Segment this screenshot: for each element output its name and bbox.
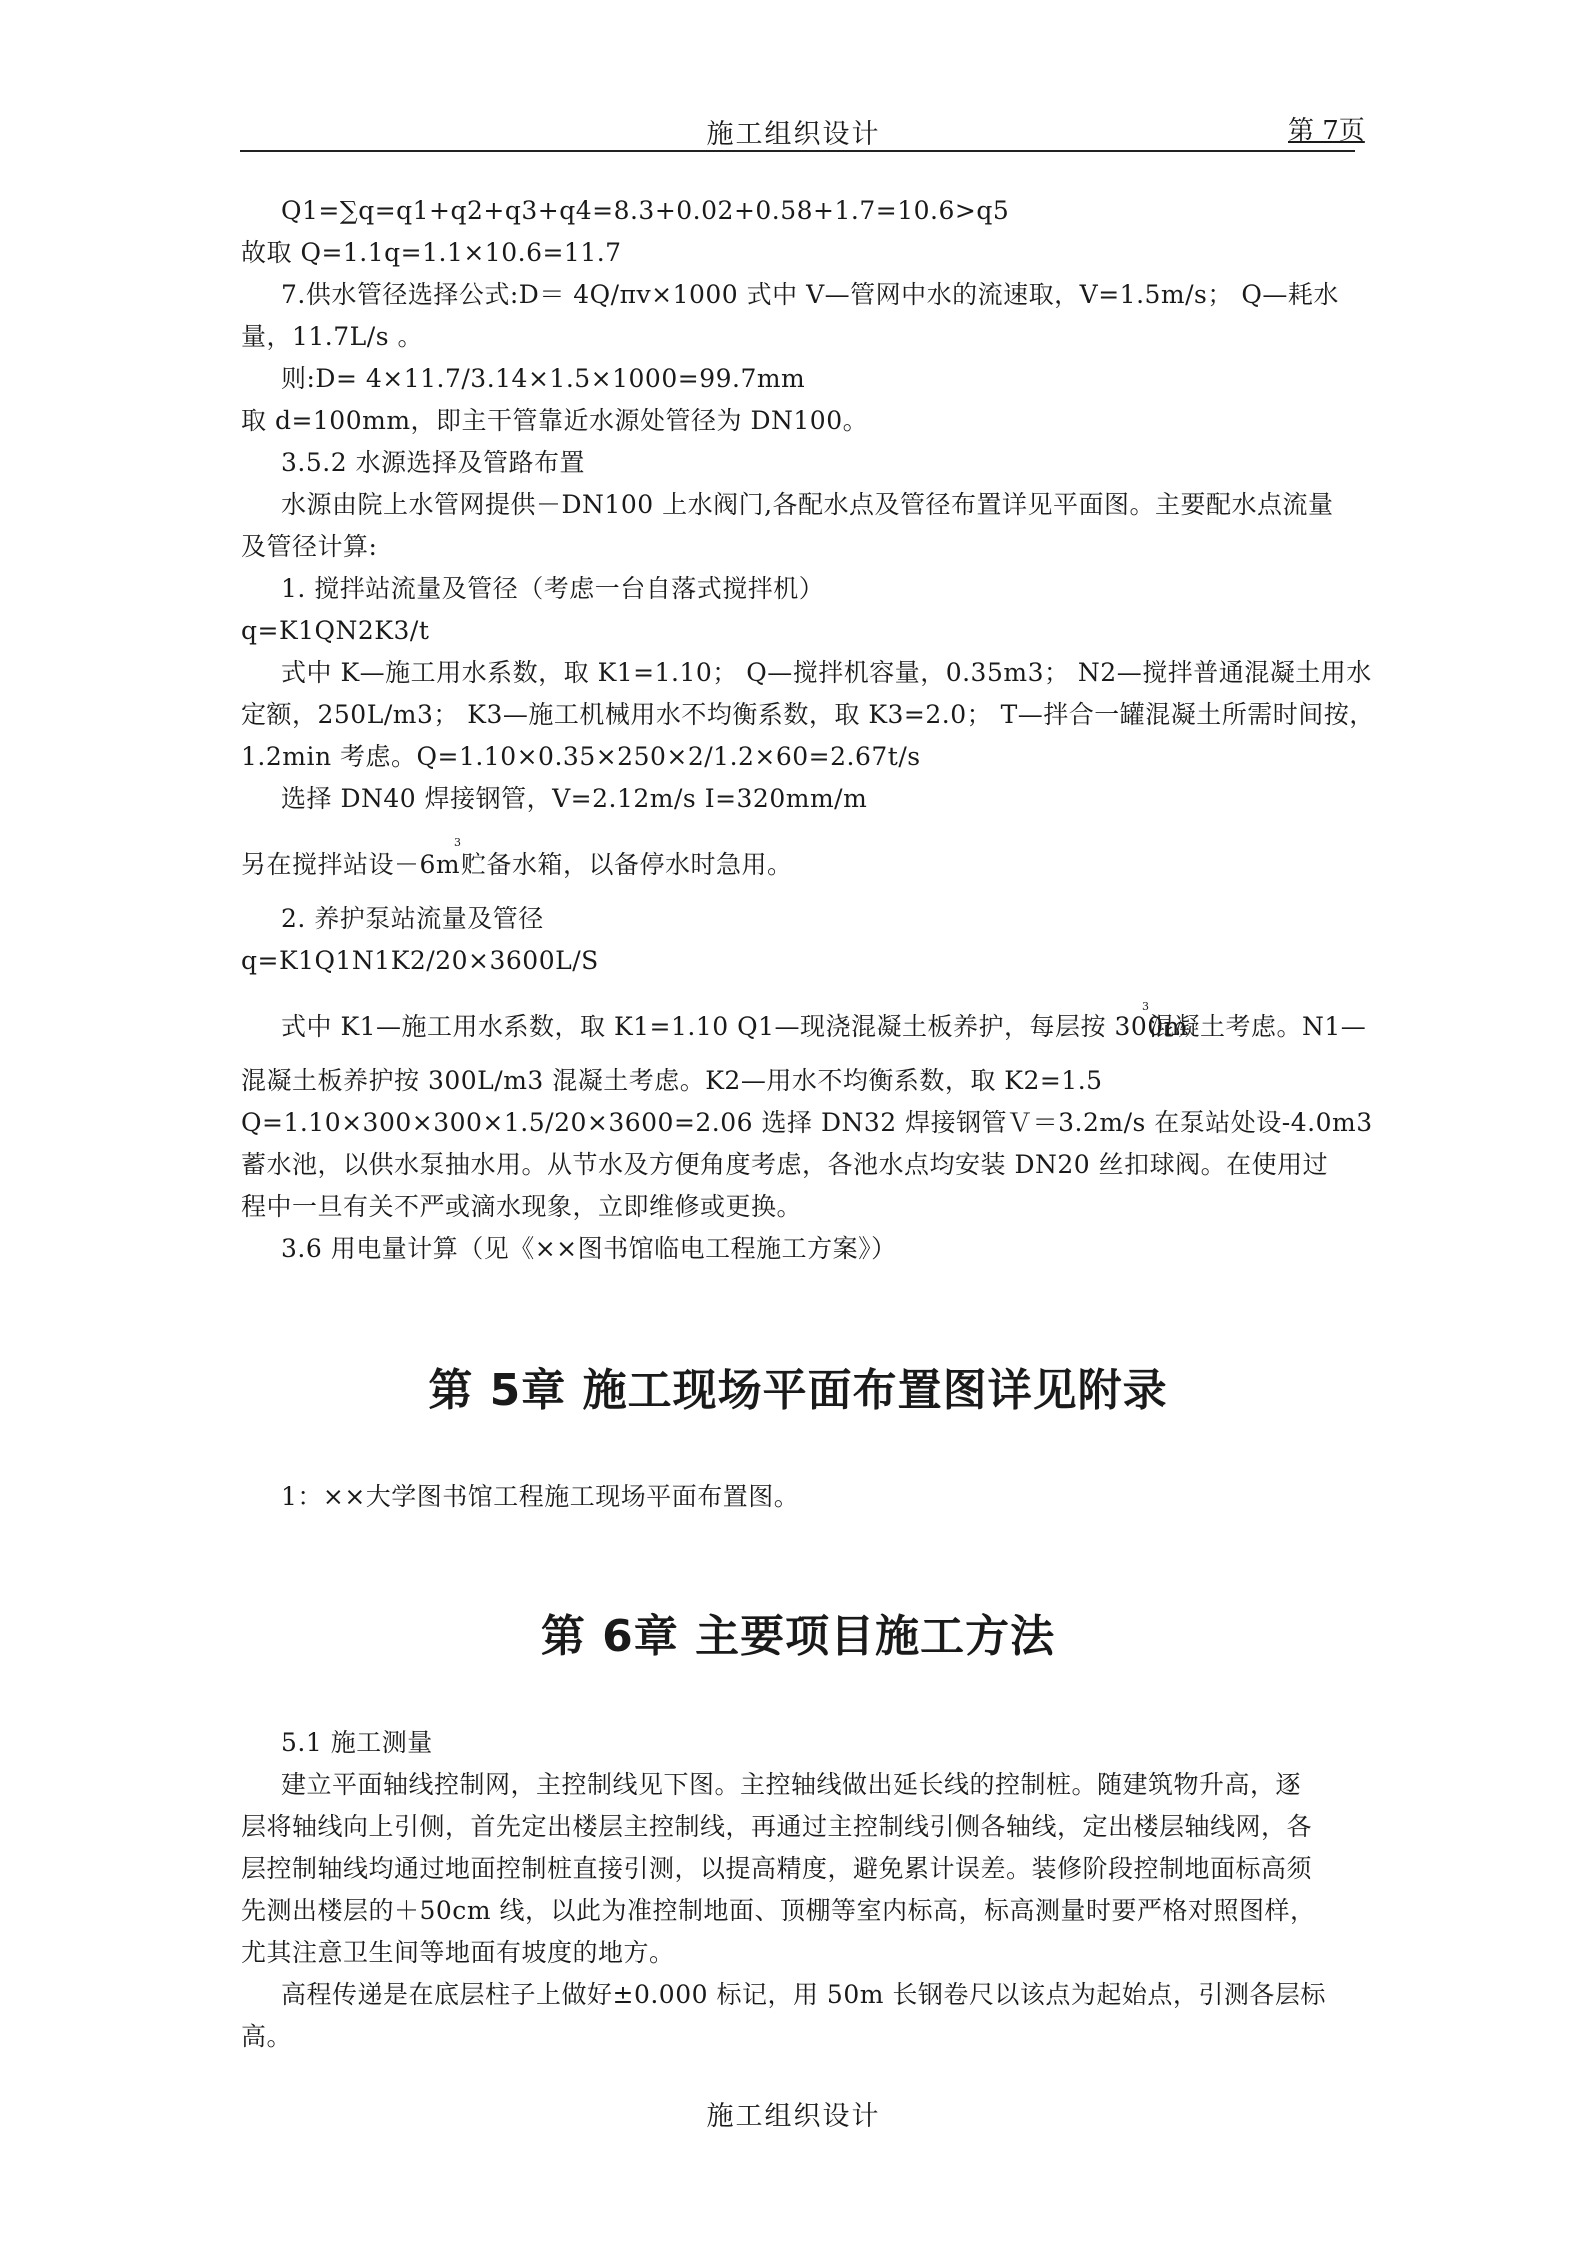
text-line: 程中一旦有关不严或滴水现象，立即维修或更换。 xyxy=(241,1192,803,1221)
text-line: 蓄水池，以供水泵抽水用。从节水及方便角度考虑，各池水点均安装 DN20 丝扣球阀。在使用过 xyxy=(241,1150,1329,1179)
text-line: 1.2min 考虑。Q=1.10×0.35×250×2/1.2×60=2.67t/s xyxy=(241,742,921,771)
text-line: 式中 K1—施工用水系数，取 K1=1.10 Q1—现浇混凝土板养护，每层按 300m xyxy=(281,1012,1188,1041)
chapter-5-heading: 第 5章 施工现场平面布置图详见附录 xyxy=(428,1365,1168,1416)
chapter-6-heading: 第 6章 主要项目施工方法 xyxy=(540,1611,1056,1662)
text-line: 层将轴线向上引侧，首先定出楼层主控制线，再通过主控制线引侧各轴线，定出楼层轴线网，各 xyxy=(241,1812,1313,1841)
text-line: 混凝土板养护按 300L/m3 混凝土考虑。K2—用水不均衡系数，取 K2=1.5 xyxy=(241,1066,1103,1095)
text-line: Q=1.10×300×300×1.5/20×3600=2.06 选择 DN32 焊接钢管Ｖ＝3.2m/s 在泵站处设-4.0m3 xyxy=(241,1108,1373,1137)
text-line: 另在搅拌站设－6m xyxy=(241,850,461,879)
text-line: 1：××大学图书馆工程施工现场平面布置图。 xyxy=(281,1482,800,1511)
text-line: 选择 DN40 焊接钢管，V=2.12m/s I=320mm/m xyxy=(281,784,868,813)
page-footer-title: 施工组织设计 xyxy=(706,2101,881,2132)
page-header-title: 施工组织设计 xyxy=(706,119,881,150)
text-line: 水源由院上水管网提供－DN100 上水阀门,各配水点及管径布置详见平面图。主要配水点流量 xyxy=(281,490,1334,519)
text-line: 混凝土考虑。N1— xyxy=(1149,1012,1367,1041)
text-line: 定额，250L/m3； K3—施工机械用水不均衡系数，取 K3=2.0； T—拌合一罐混凝土所需时间按， xyxy=(241,700,1375,729)
formula-line: q=K1Q1N1K2/20×3600L/S xyxy=(241,946,599,975)
text-line: 7.供水管径选择公式:D＝ 4Q/πv×1000 式中 V—管网中水的流速取，V=1.5m/s； Q—耗水 xyxy=(281,280,1339,309)
formula-line: q=K1QN2K3/t xyxy=(241,616,430,645)
text-line: 尤其注意卫生间等地面有坡度的地方。 xyxy=(241,1938,675,1967)
section-heading: 5.1 施工测量 xyxy=(281,1728,433,1757)
text-line: 及管径计算: xyxy=(241,532,378,561)
text-line: 量，11.7L/s 。 xyxy=(241,322,423,351)
superscript-3: 3 xyxy=(454,836,461,849)
text-line: 贮备水箱，以备停水时急用。 xyxy=(461,850,793,879)
text-line: 高程传递是在底层柱子上做好±0.000 标记，用 50m 长钢卷尺以该点为起始点，引测各层标 xyxy=(281,1980,1326,2009)
page-number: 第 7页 xyxy=(1288,116,1365,146)
text-line: 故取 Q=1.1q=1.1×10.6=11.7 xyxy=(241,238,622,267)
superscript-3: 3 xyxy=(1142,1000,1149,1013)
header-rule xyxy=(240,150,1355,152)
text-line: 3.6 用电量计算（见《××图书馆临电工程施工方案》） xyxy=(281,1234,897,1263)
text-line: 建立平面轴线控制网，主控制线见下图。主控轴线做出延长线的控制桩。随建筑物升高，逐 xyxy=(281,1770,1302,1799)
text-line: 1. 搅拌站流量及管径（考虑一台自落式搅拌机） xyxy=(281,574,825,603)
text-line: Q1=∑q=q1+q2+q3+q4=8.3+0.02+0.58+1.7=10.6>q5 xyxy=(281,196,1010,225)
text-line: 3.5.2 水源选择及管路布置 xyxy=(281,448,586,477)
text-line: 先测出楼层的＋50cm 线，以此为准控制地面、顶棚等室内标高，标高测量时要严格对照图样， xyxy=(241,1896,1316,1925)
text-line: 2. 养护泵站流量及管径 xyxy=(281,904,544,933)
text-line: 则:D= 4×11.7/3.14×1.5×1000=99.7mm xyxy=(281,364,806,393)
text-line: 高。 xyxy=(241,2022,293,2051)
text-line: 层控制轴线均通过地面控制桩直接引测，以提高精度，避免累计误差。装修阶段控制地面标高须 xyxy=(241,1854,1313,1883)
text-line: 式中 K—施工用水系数，取 K1=1.10； Q—搅拌机容量，0.35m3； N2—搅拌普通混凝土用水 xyxy=(281,658,1372,687)
text-line: 取 d=100mm，即主干管靠近水源处管径为 DN100。 xyxy=(241,406,869,435)
